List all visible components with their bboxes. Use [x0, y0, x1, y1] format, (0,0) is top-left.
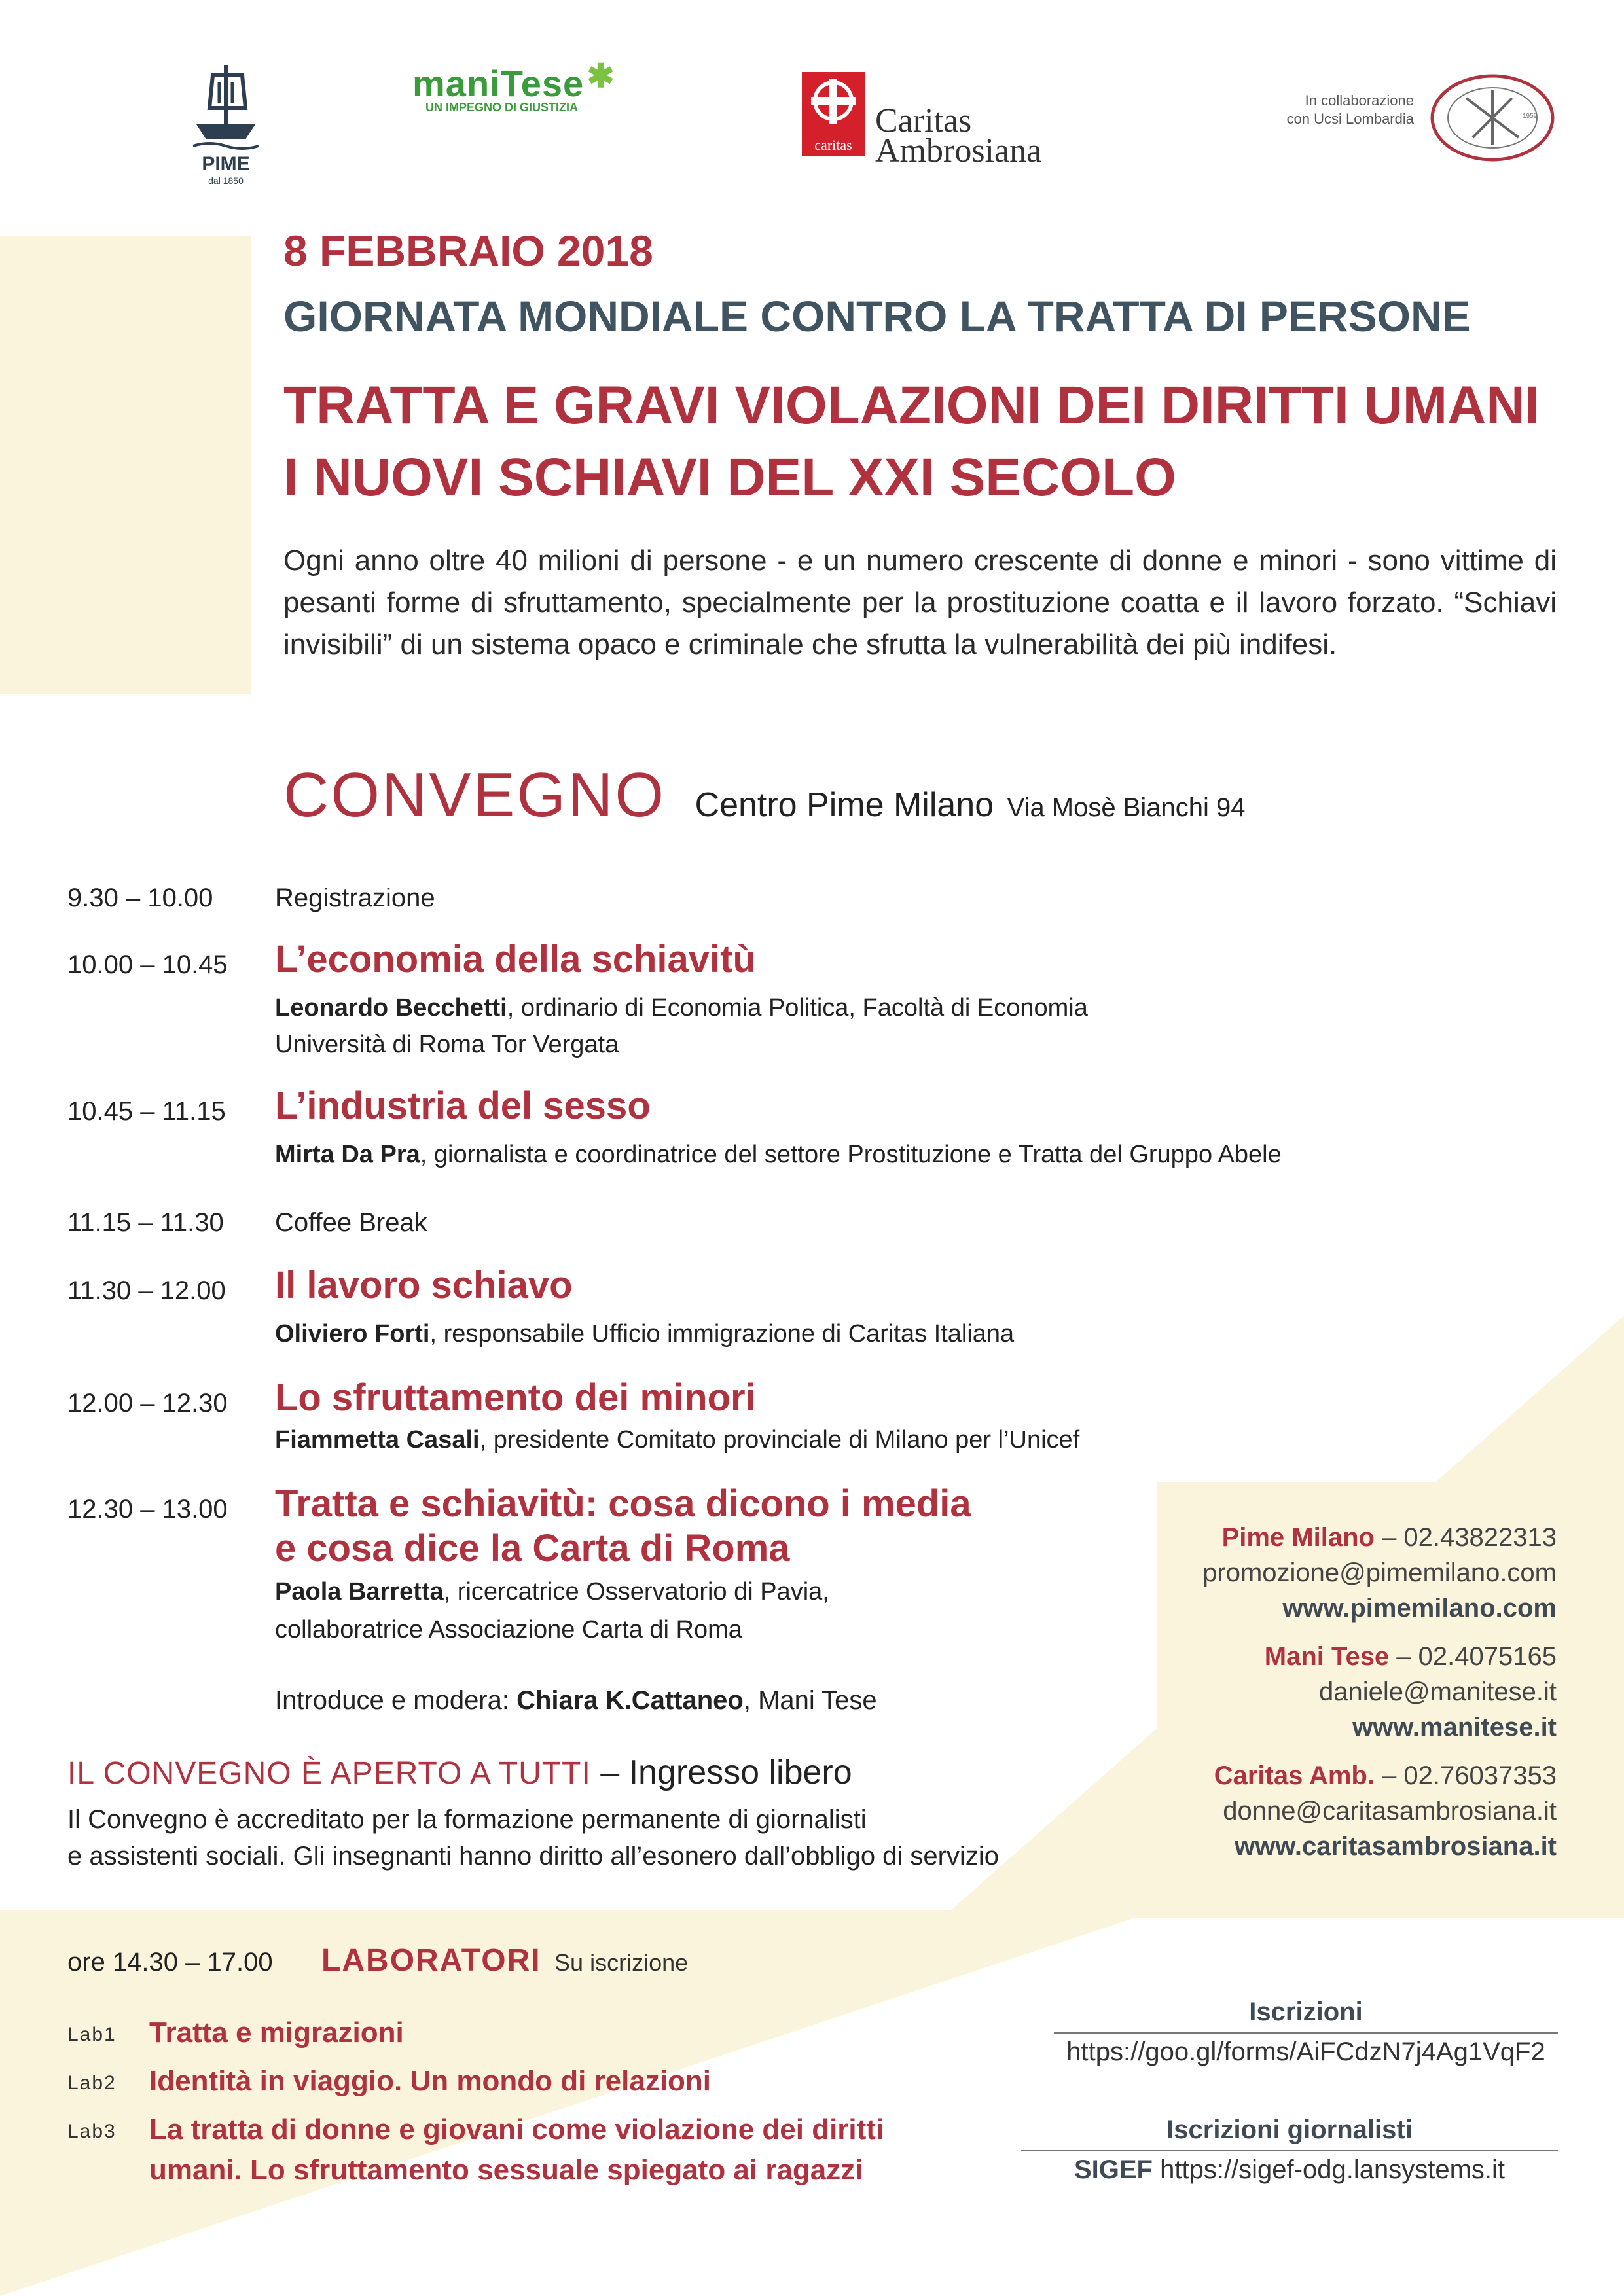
contact-org: Mani Tese: [1264, 1642, 1390, 1671]
label-coffee-break: Coffee Break: [275, 1208, 427, 1237]
labs-header: [67, 1943, 688, 1979]
lab3-title-1[interactable]: La tratta di donne e giovani come violazione dei diritti: [149, 2113, 884, 2145]
registration-block: [1054, 1998, 1558, 2067]
event-date: 8 FEBBRAIO 2018: [283, 226, 653, 275]
divider: [1021, 2150, 1558, 2151]
collab-line-2: con Ucsi Lombardia: [1286, 111, 1414, 127]
pime-name: PIME: [202, 153, 250, 175]
time-s7: 12.30 – 13.00: [67, 1495, 228, 1524]
session-title-media-1: Tratta e schiavitù: cosa dicono i media: [275, 1482, 971, 1525]
lab1-tag: Lab1: [67, 2024, 117, 2045]
speaker-becchetti-affil: Università di Roma Tor Vergata: [275, 1031, 619, 1058]
pime-since: dal 1850: [208, 175, 244, 186]
speaker-role: , presidente Comitato provinciale di Milano per l’Unicef: [479, 1426, 1080, 1454]
session-title-economia: L’economia della schiavitù: [275, 938, 756, 980]
contact-email[interactable]: promozione@pimemilano.com: [1202, 1558, 1557, 1587]
ucsi-seal-icon: [1427, 72, 1558, 164]
time-s6: 12.00 – 12.30: [67, 1389, 228, 1418]
session-title-lavoro: Il lavoro schiavo: [275, 1264, 573, 1306]
intro-paragraph: Ogni anno oltre 40 milioni di persone - e un numero crescente di donne e minori - sono vittime di pesanti forme di sfruttamento, specialmente per la prostituzione coatta e il lavoro forzato. “Schiavi invisibili” di un sistema opaco e criminale che sfrutta la vulnerabilità dei più indifesi.: [283, 545, 1557, 660]
divider: [1054, 2032, 1558, 2034]
collab-line-1: In collaborazione: [1305, 92, 1414, 109]
session-title-media-2: e cosa dice la Carta di Roma: [275, 1527, 790, 1570]
speaker-role: , responsabile Ufficio immigrazione di Caritas Italiana: [429, 1320, 1015, 1348]
speaker-name: Mirta Da Pra: [275, 1141, 420, 1168]
contact-web[interactable]: www.pimemilano.com: [1282, 1594, 1557, 1623]
time-s4: 11.15 – 11.30: [67, 1208, 224, 1237]
speaker-role: , ordinario di Economia Politica, Facoltà di Economia: [507, 994, 1088, 1022]
caritas-box-label: caritas: [814, 137, 852, 153]
speaker-role: , giornalista e coordinatrice del settore Prostituzione e Tratta del Gruppo Abele: [420, 1141, 1282, 1168]
contact-email[interactable]: daniele@manitese.it: [1318, 1677, 1557, 1706]
speaker-name: Paola Barretta: [275, 1578, 444, 1605]
labs-label: LABORATORI: [321, 1943, 541, 1978]
accreditation-line-2: e assistenti sociali. Gli insegnanti hanno diritto all’esonero dall’obbligo di servizio: [67, 1842, 1000, 1871]
accreditation-line-1: Il Convegno è accreditato per la formazione permanente di giornalisti: [67, 1805, 867, 1834]
title-line-1: TRATTA E GRAVI VIOLAZIONI DEI DIRITTI UMANI: [283, 376, 1540, 435]
contact-caritas: [1165, 1758, 1557, 1864]
time-s2: 10.00 – 10.45: [67, 950, 228, 979]
speaker-name: Leonardo Becchetti: [275, 994, 507, 1022]
contact-org: Pime Milano: [1221, 1523, 1375, 1552]
contact-phone: – 02.4075165: [1389, 1642, 1557, 1671]
speaker-name: Fiammetta Casali: [275, 1426, 480, 1454]
event-subtitle: GIORNATA MONDIALE CONTRO LA TRATTA DI PERSONE: [283, 292, 1471, 340]
contact-web[interactable]: www.manitese.it: [1352, 1713, 1557, 1742]
caritas-logo: [802, 72, 1042, 170]
speaker-becchetti: [275, 990, 1088, 1026]
registration-head: Iscrizioni: [1249, 1998, 1363, 2026]
time-s5: 11.30 – 12.00: [67, 1276, 226, 1305]
lab2-title[interactable]: Identità in viaggio. Un mondo di relazioni: [149, 2065, 712, 2097]
labs-note: Su iscrizione: [554, 1949, 689, 1976]
access-line: [67, 1753, 852, 1792]
ucsi-seal: [1427, 72, 1558, 164]
ucsi-seal-year: 1959: [1523, 113, 1538, 120]
registration-url[interactable]: https://goo.gl/forms/AiFCdzN7j4Ag1VqF2: [1066, 2037, 1545, 2066]
ship-icon: [190, 62, 262, 154]
lab1-title[interactable]: Tratta e migrazioni: [149, 2017, 404, 2049]
lab3-tag: Lab3: [67, 2121, 117, 2142]
sigef-label: SIGEF: [1074, 2155, 1153, 2184]
speaker-role: , ricercatrice Osservatorio di Pavia,: [443, 1578, 829, 1605]
speaker-dapra: [275, 1136, 1282, 1173]
caritas-name-1: Caritas: [875, 102, 972, 139]
caritas-name-2: Ambrosiana: [875, 132, 1042, 170]
speaker-casali: [275, 1422, 1079, 1458]
contacts-panel: [1165, 1520, 1557, 1864]
contact-line: [1165, 1758, 1557, 1793]
speaker-name: Oliviero Forti: [275, 1320, 430, 1348]
convegno-heading: [283, 759, 1246, 831]
contact-line: [1165, 1520, 1557, 1555]
moderator-org: , Mani Tese: [743, 1686, 877, 1715]
session-title-minori: Lo sfruttamento dei minori: [275, 1376, 756, 1419]
manitese-name: maniTese: [412, 63, 585, 104]
convegno-address: Via Mosè Bianchi 94: [1007, 793, 1246, 822]
free-entry: – Ingresso libero: [590, 1753, 852, 1791]
label-registration: Registrazione: [275, 884, 435, 912]
collab-note: [1178, 92, 1414, 128]
contact-web[interactable]: www.caritasambrosiana.it: [1234, 1832, 1557, 1861]
labs-time: ore 14.30 – 17.00: [67, 1948, 273, 1977]
contact-email[interactable]: donne@caritasambrosiana.it: [1223, 1797, 1557, 1825]
contact-org: Caritas Amb.: [1214, 1761, 1375, 1790]
caritas-red-box: [802, 72, 865, 156]
contact-manitese: [1165, 1639, 1557, 1745]
convegno-label: CONVEGNO: [283, 760, 666, 830]
speaker-barretta: [275, 1573, 829, 1610]
moderator-label: Introduce e modera:: [275, 1686, 517, 1715]
sigef-line: [1021, 2155, 1558, 2185]
contact-phone: – 02.76037353: [1374, 1761, 1557, 1790]
sigef-url[interactable]: https://sigef-odg.lansystems.it: [1153, 2155, 1506, 2184]
pime-logo: [190, 62, 262, 187]
moderator-line: [275, 1682, 877, 1719]
lab3-title-2[interactable]: umani. Lo sfruttamento sessuale spiegato ai ragazzi: [149, 2154, 863, 2186]
moderator-name: Chiara K.Cattaneo: [516, 1686, 744, 1715]
journalist-registration-head: Iscrizioni giornalisti: [1166, 2115, 1413, 2144]
open-to-all: IL CONVEGNO È APERTO A TUTTI: [67, 1756, 591, 1791]
manitese-tagline: UN IMPEGNO DI GIUSTIZIA: [425, 101, 579, 114]
session-title-sesso: L’industria del sesso: [275, 1085, 651, 1127]
caritas-cross-icon: [802, 72, 865, 135]
contact-phone: – 02.43822313: [1374, 1523, 1557, 1552]
header-cream-panel: [0, 236, 251, 694]
speaker-barretta-affil: collaboratrice Associazione Carta di Roma: [275, 1616, 742, 1643]
title-line-2: I NUOVI SCHIAVI DEL XXI SECOLO: [283, 448, 1176, 507]
speaker-forti: [275, 1316, 1014, 1352]
convegno-venue: Centro Pime Milano: [695, 786, 994, 824]
contact-pime: [1165, 1520, 1557, 1626]
contact-line: [1165, 1639, 1557, 1674]
lab2-tag: Lab2: [67, 2072, 117, 2094]
time-s3: 10.45 – 11.15: [67, 1097, 226, 1126]
time-s1: 9.30 – 10.00: [67, 884, 213, 912]
sprout-icon: ✱: [586, 58, 615, 94]
journalist-registration-block: [1021, 2115, 1558, 2185]
manitese-logo: [412, 58, 635, 128]
